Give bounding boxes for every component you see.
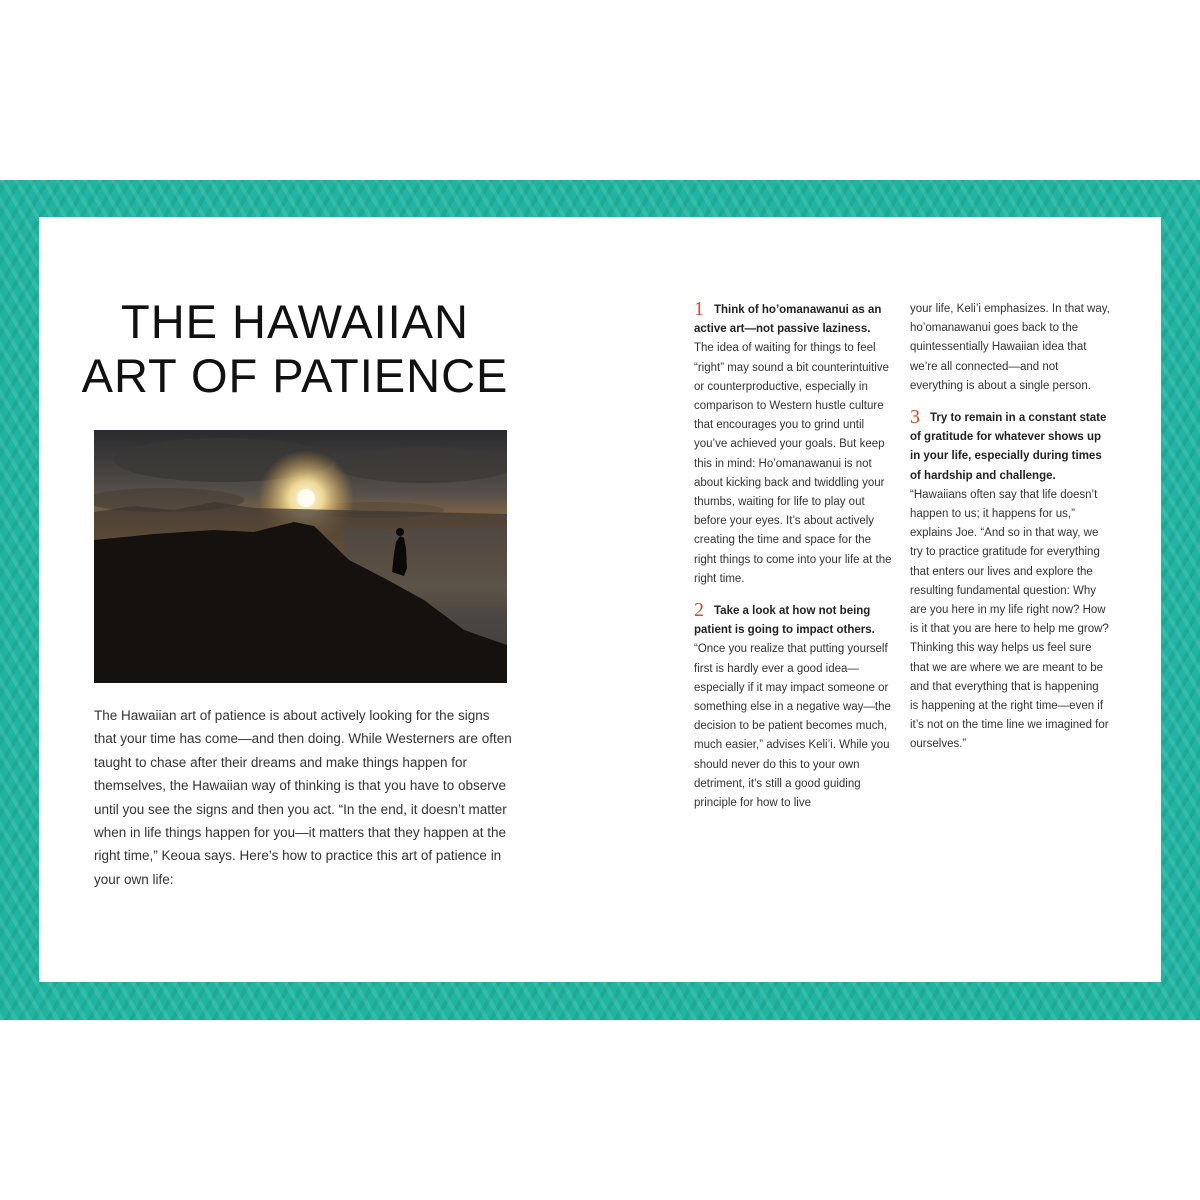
tip-2 bbox=[694, 601, 892, 813]
tip-2-continued: your life, Keli’i emphasizes. In that way, ho’omanawanui goes back to the quintessentially Hawaiian idea that we’re all connected—and not everything is about a single person. bbox=[910, 303, 1110, 392]
tip-body: The idea of waiting for things to feel “right” may sound a bit counterintuitive or counterproductive, especially in comparison to Western hustle culture that encourages you to grind until you’ve achieved your goals. But keep this in mind: Ho’omanawanui is not about kicking back and twiddling your thumbs, waiting for life to play out before your eyes. It’s about actively creating the time and space for the right things to come into your life at the right time. bbox=[694, 342, 892, 585]
tip-lead: Think of ho’omanawanui as an active art—not passive laziness. bbox=[694, 304, 882, 336]
tip-body: “Hawaiians often say that life doesn’t happen to us; it happens for us,” explains Joe. “And so in that way, we try to practice gratitude for everything that enters our lives and explore the resulting fundamental question: Why are you here in my life right now? How is it that you are here to help me grow? Thinking this way helps us feel sure that we are where we are meant to be and that everything that is happening is happening at the right time—even if it’s not on the time line we imagined for ourselves.” bbox=[910, 488, 1109, 751]
tip-3 bbox=[910, 408, 1110, 755]
sunset-silhouette-photo bbox=[94, 430, 507, 683]
tip-1 bbox=[694, 300, 892, 589]
tip-number: 2 bbox=[694, 599, 704, 622]
column-2 bbox=[910, 300, 1110, 767]
tip-lead: Try to remain in a constant state of gratitude for whatever shows up in your life, especially during times of hardship and challenge. bbox=[910, 412, 1107, 482]
title-line-1: THE HAWAIIAN bbox=[121, 295, 469, 348]
title-line-2: ART OF PATIENCE bbox=[81, 349, 509, 402]
tip-lead: Take a look at how not being patient is going to impact others. bbox=[694, 605, 875, 637]
tip-number: 3 bbox=[910, 406, 920, 429]
tip-body: “Once you realize that putting yourself first is hardly ever a good idea—especially if it may impact someone or something else in a negative way—the decision to be patient becomes much, much easier,” advises Keli’i. While you should never do this to your own detriment, it’s still a good guiding principle for how to live bbox=[694, 643, 891, 810]
column-1 bbox=[694, 300, 892, 825]
intro-paragraph: The Hawaiian art of patience is about actively looking for the signs that your time has come—and then doing. While Westerners are often taught to chase after their dreams and make things happen for themselves, the Hawaiian way of thinking is that you have to observe until you see the signs and then you act. “In the end, it doesn’t matter when in life things happen for you—it matters that they happen at the right time,” Keoua says. Here’s how to practice this art of patience in your own life: bbox=[94, 708, 512, 887]
page-title bbox=[40, 295, 550, 403]
tip-number: 1 bbox=[694, 298, 704, 320]
